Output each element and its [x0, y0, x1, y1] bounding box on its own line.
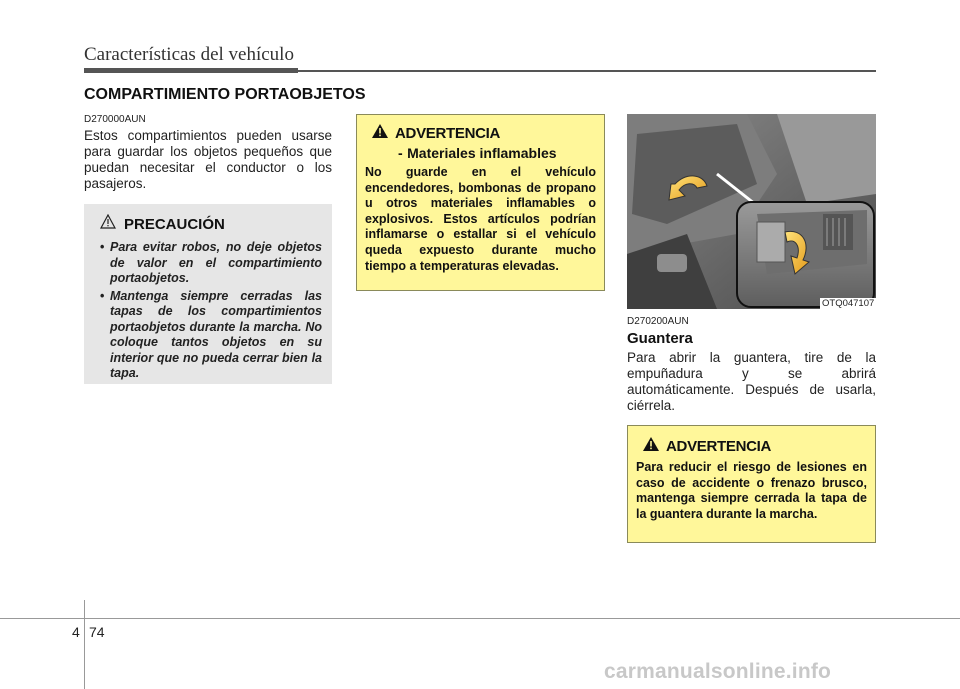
caution-item: • Para evitar robos, no deje objetos de valor en el compartimiento portaobjetos. — [100, 240, 322, 285]
intro-text: Estos compartimientos pueden usarse para guardar los objetos pequeños que puedan necesitar el conductor o los pasajeros. — [84, 128, 332, 191]
glovebox-code: D270200AUN — [627, 316, 689, 327]
warning-header — [642, 436, 867, 457]
footer-divider — [84, 600, 85, 689]
warning-triangle-filled-icon — [642, 436, 660, 457]
glovebox-figure — [627, 114, 876, 309]
warning-subtitle-row — [398, 145, 596, 163]
header-rule-thick — [84, 68, 298, 73]
glovebox-illustration — [627, 114, 876, 309]
chapter-header-title: Características del vehículo — [84, 44, 294, 65]
intro-code: D270000AUN — [84, 114, 146, 125]
figure-label: OTQ047107 — [822, 298, 875, 309]
caution-box — [84, 204, 332, 384]
warning-title: ADVERTENCIA — [666, 438, 772, 455]
caution-title: PRECAUCIÓN — [124, 215, 225, 233]
caution-item: • Mantenga siempre cerradas las tapas de los compartimientos portaobjetos durante la marcha. No coloque tantos objetos en su interior que no pueda cerrar bien la tapa. — [100, 288, 322, 380]
warning-subtitle: Materiales inflamables — [407, 145, 557, 161]
warning-text: No guarde en el vehículo encendedores, bombonas de propano u otros materiales inflamables o explosivos. Estos artículos podrían inflamarse o estallar si el vehículo queda expuesto durante mucho tiempo a temperaturas elevadas. — [365, 165, 596, 273]
caution-list — [96, 240, 322, 382]
warning-box-glovebox — [627, 425, 876, 543]
glovebox-text: Para abrir la guantera, tire de la empuñadura y se abrirá automáticamente. Después de usarla, ciérrela. — [627, 350, 876, 413]
warning-title: ADVERTENCIA — [395, 125, 501, 142]
section-title: COMPARTIMIENTO PORTAOBJETOS — [84, 86, 366, 103]
glovebox-title: Guantera — [627, 330, 693, 347]
watermark: carmanualsonline.info — [604, 660, 832, 683]
page-number: 74 — [89, 624, 105, 640]
warning-header — [371, 123, 596, 144]
header-rule-thin — [298, 70, 876, 72]
footer-rule — [0, 618, 960, 619]
warning-triangle-filled-icon — [371, 123, 389, 144]
caution-header — [100, 214, 322, 234]
warning-triangle-outline-icon — [100, 214, 116, 234]
page-chapter-number: 4 — [72, 624, 80, 640]
warning-text: Para reducir el riesgo de lesiones en caso de accidente o frenazo brusco, mantenga siempre cerrada la tapa de la guantera durante la marcha. — [636, 460, 867, 521]
warning-dash: - — [398, 145, 403, 161]
warning-box-flammable — [356, 114, 605, 291]
